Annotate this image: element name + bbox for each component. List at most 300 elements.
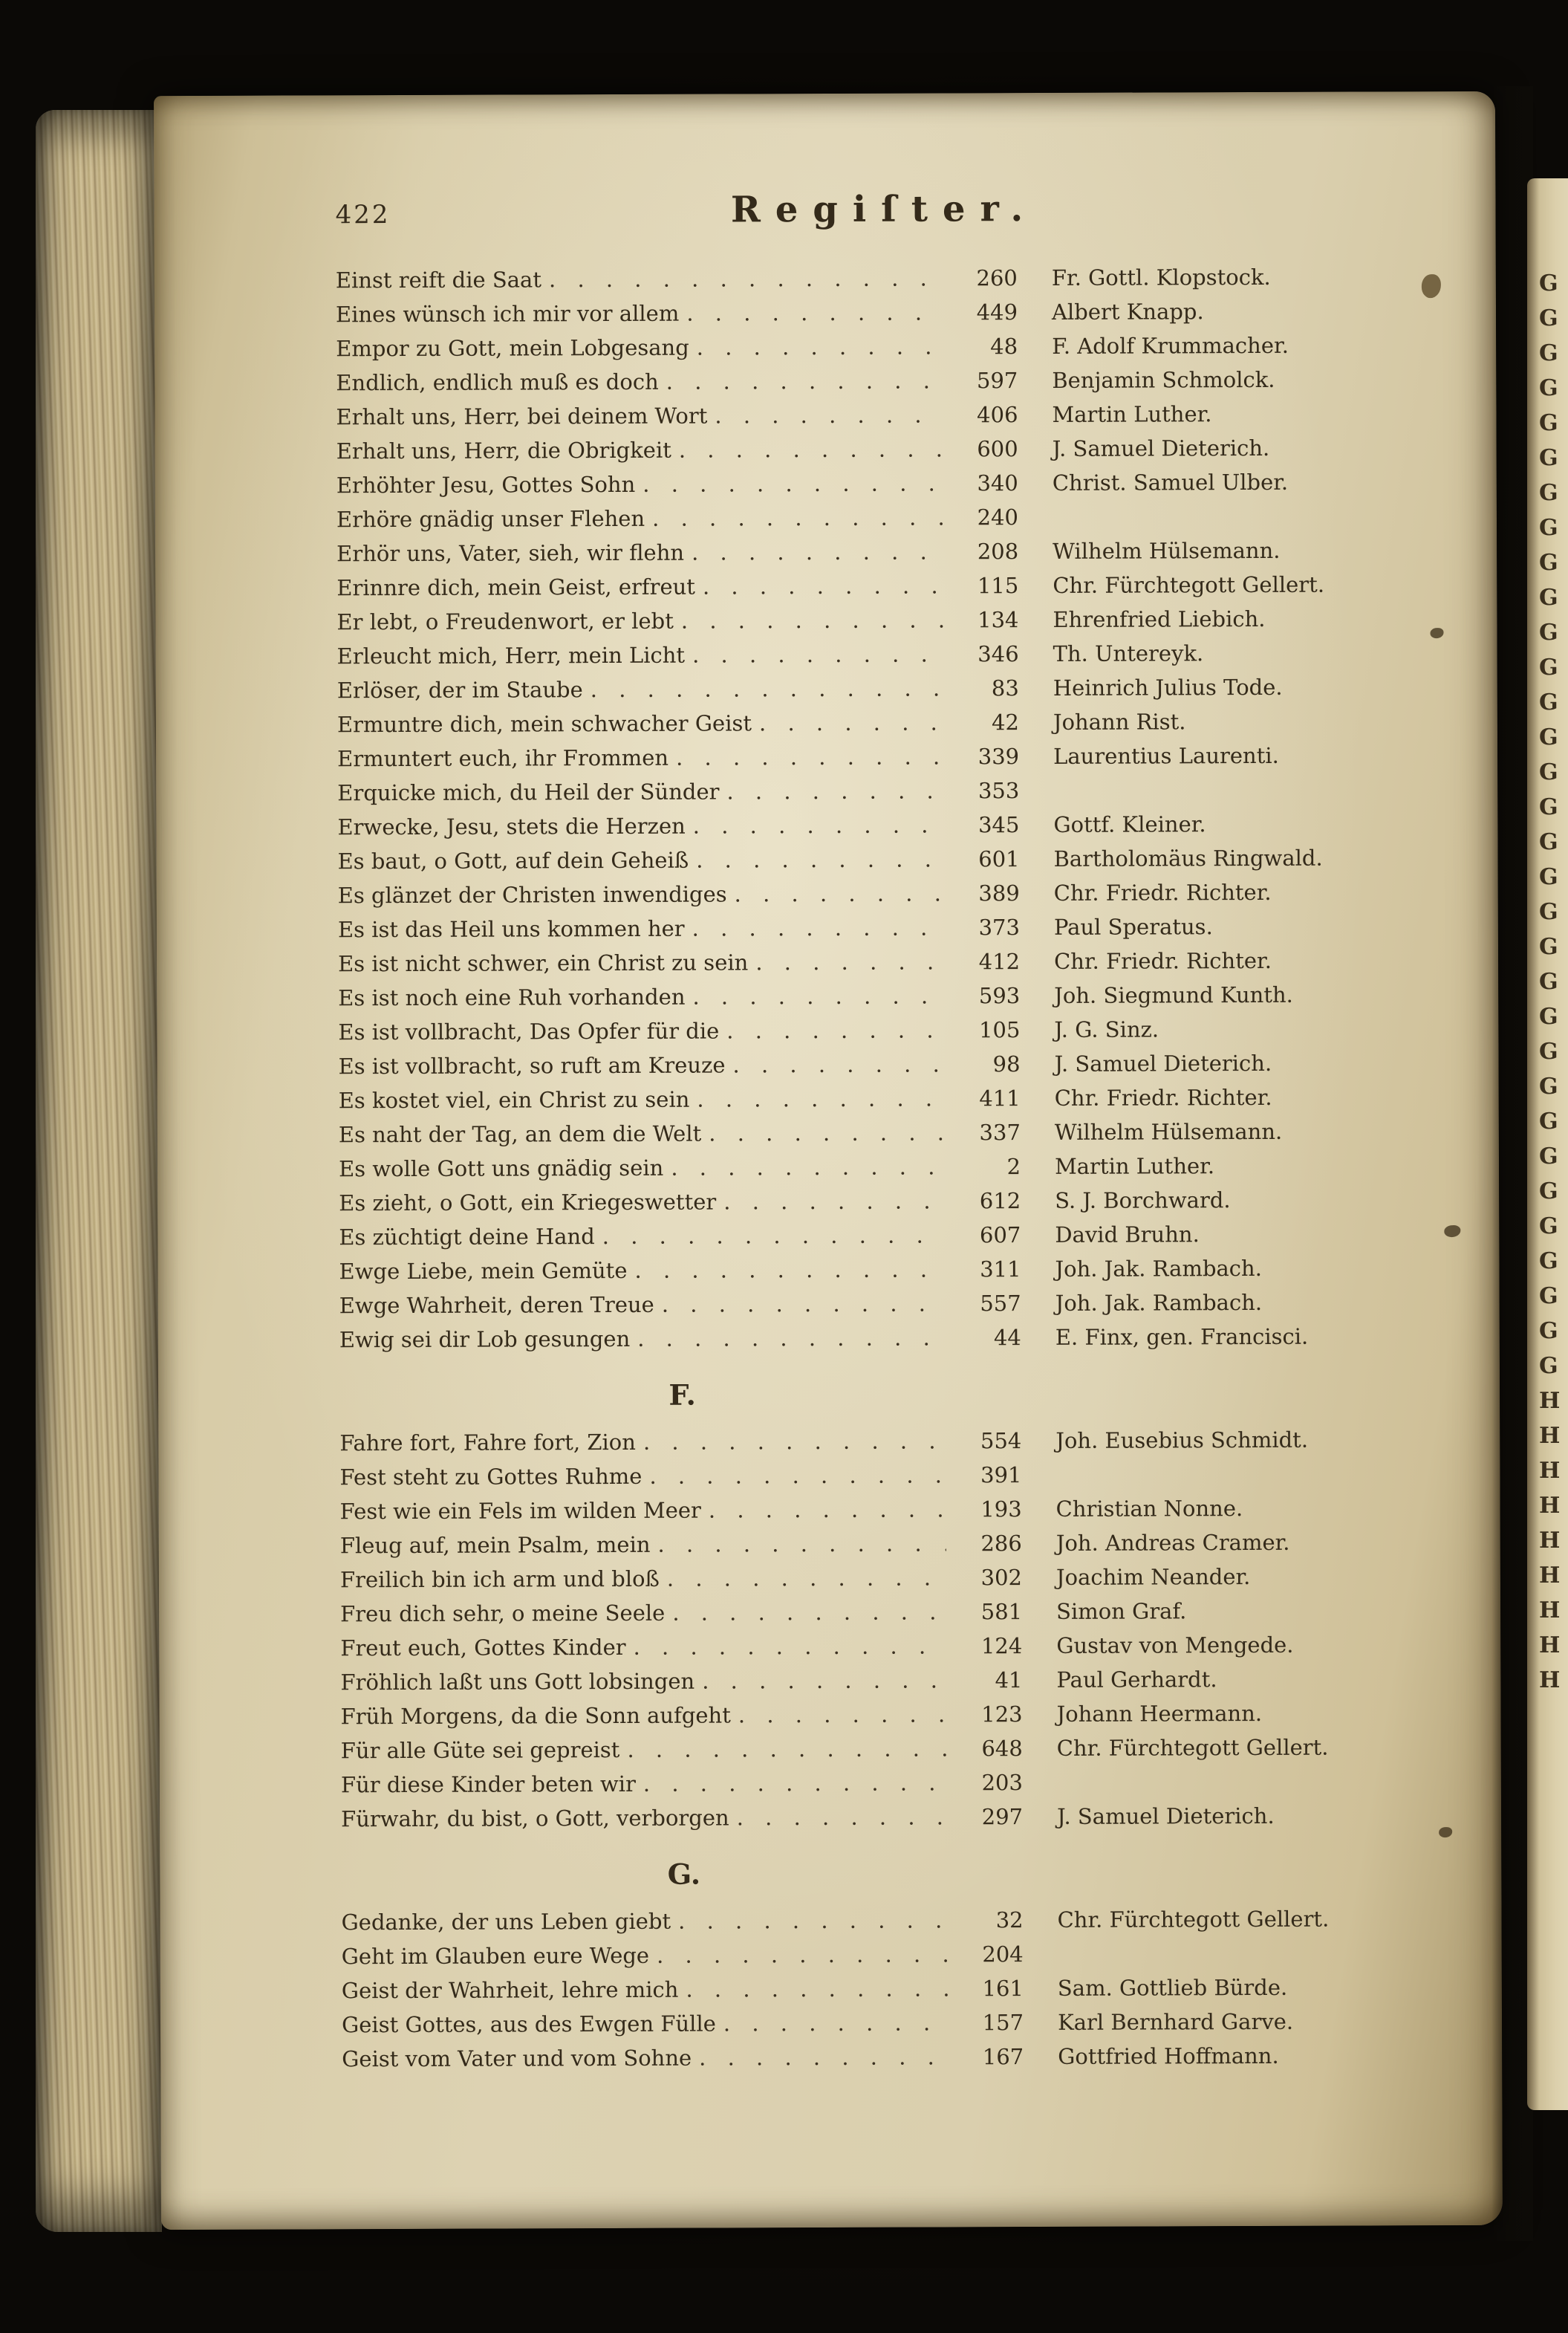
- index-entry-row: [338, 909, 1436, 947]
- edge-letter-fragment: H: [1539, 1632, 1561, 1658]
- index-entry-row: [339, 1285, 1437, 1323]
- entry-title: Freilich bin ich arm und bloß: [339, 1565, 660, 1593]
- edge-letter-fragment: G: [1539, 1318, 1558, 1344]
- paper-blemish: [1444, 1225, 1460, 1237]
- edge-letter-fragment: G: [1539, 1248, 1558, 1274]
- index-entry-row: [337, 669, 1435, 707]
- dot-leader: [759, 705, 943, 740]
- index-entry-row: [336, 464, 1434, 502]
- entry-author: Gustav von Mengede.: [1056, 1632, 1294, 1658]
- paper-tear: [1422, 274, 1441, 298]
- dot-leader: [591, 671, 943, 707]
- edge-letter-fragment: G: [1539, 1353, 1558, 1379]
- entry-author: [1022, 1481, 1438, 1482]
- entry-title: Erhöre gnädig unser Flehen: [336, 505, 645, 533]
- index-entry-row: [340, 1490, 1438, 1528]
- index-entry-row: [339, 1216, 1437, 1254]
- entry-page-number: 44: [993, 1325, 1021, 1351]
- index-entry-row: [341, 1696, 1439, 1733]
- entry-title: Es züchtigt deine Hand: [339, 1224, 595, 1250]
- entry-author: J. Samuel Dieterich.: [1057, 1803, 1275, 1829]
- edge-letter-fragment: G: [1539, 1109, 1558, 1135]
- entry-page-number: 297: [981, 1804, 1024, 1830]
- entry-author: J. G. Sinz.: [1054, 1016, 1159, 1042]
- entry-author: Chr. Friedr. Richter.: [1054, 947, 1272, 974]
- edge-letter-fragment: G: [1539, 759, 1558, 785]
- entry-title: Erhalt uns, Herr, die Obrigkeit: [336, 437, 671, 464]
- entry-page-number: 167: [982, 2044, 1024, 2070]
- index-entry-row: [342, 2004, 1439, 2042]
- entry-author: Johann Rist.: [1053, 709, 1186, 735]
- entry-title: Es baut, o Gott, auf dein Geheiß: [337, 847, 689, 875]
- running-head: Regiſter.: [730, 188, 1038, 231]
- index-entry-row: [341, 1798, 1439, 1836]
- entry-author: J. Samuel Dieterich.: [1052, 435, 1270, 461]
- entry-author: J. Samuel Dieterich.: [1054, 1050, 1272, 1077]
- entry-author: Martin Luther.: [1052, 401, 1212, 427]
- dot-leader: [657, 1526, 946, 1561]
- edge-letter-fragment: G: [1539, 1178, 1558, 1204]
- edge-letter-fragment: H: [1539, 1388, 1561, 1414]
- index-entry-row: [339, 1422, 1437, 1460]
- entry-page-number: 32: [995, 1907, 1024, 1933]
- index-entry-row: [341, 1730, 1439, 1768]
- entry-page-number: 346: [977, 641, 1019, 667]
- index-entry-row: [338, 840, 1436, 878]
- entry-author: Paul Speratus.: [1053, 914, 1213, 940]
- entry-author: Chr. Friedr. Richter.: [1053, 879, 1272, 906]
- entry-page-number: 98: [992, 1051, 1021, 1077]
- dot-leader: [696, 842, 944, 877]
- index-entry-row: [337, 806, 1435, 844]
- dot-leader: [692, 910, 944, 945]
- entry-page-number: 42: [991, 710, 1020, 736]
- entry-page-number: 449: [976, 299, 1018, 325]
- entry-author: Wilhelm Hülsemann.: [1053, 537, 1281, 564]
- index-entry-row: [336, 362, 1434, 400]
- entry-author: Gottfried Hoffmann.: [1058, 2042, 1279, 2069]
- index-entry-row: [337, 772, 1435, 810]
- entry-page-number: 124: [980, 1633, 1023, 1659]
- entry-page-number: 597: [976, 368, 1018, 394]
- entry-page-number: 302: [980, 1565, 1023, 1591]
- index-entry-row: [336, 293, 1434, 331]
- entry-page-number: 557: [980, 1291, 1021, 1317]
- entry-author: Joh. Jak. Rambach.: [1055, 1255, 1262, 1282]
- entry-title: Es zieht, o Gott, ein Kriegeswetter: [339, 1189, 717, 1216]
- entry-title: Es glänzet der Christen inwendiges: [337, 881, 727, 909]
- entry-page-number: 406: [977, 402, 1018, 428]
- edge-letter-fragment: G: [1539, 585, 1558, 611]
- page-header: [335, 186, 1433, 232]
- dot-leader: [732, 1047, 944, 1082]
- edge-letter-fragment: G: [1539, 794, 1558, 820]
- entry-page-number: 134: [977, 607, 1019, 633]
- entry-title: Fleug auf, mein Psalm, mein: [339, 1531, 651, 1559]
- entry-page-number: 600: [977, 436, 1018, 462]
- entry-title: Es kostet viel, ein Christ zu sein: [338, 1086, 690, 1114]
- entry-title: Erquicke mich, du Heil der Sünder: [337, 779, 720, 806]
- dot-leader: [755, 944, 944, 979]
- entry-title: Geist der Wahrheit, lehre mich: [341, 1976, 679, 2004]
- dot-leader: [652, 500, 943, 535]
- entry-author: Christ. Samuel Ulber.: [1052, 469, 1289, 496]
- section-letter: F.: [668, 1378, 696, 1412]
- dot-leader: [643, 466, 943, 501]
- edge-letter-fragment: H: [1539, 1423, 1561, 1449]
- dot-leader: [686, 295, 942, 330]
- entry-page-number: 123: [981, 1701, 1023, 1727]
- entry-title: Fest wie ein Fels im wilden Meer: [339, 1497, 701, 1525]
- entry-title: Geht im Glauben eure Wege: [341, 1942, 650, 1970]
- book-page: [154, 91, 1503, 2230]
- entry-author: Karl Bernhard Garve.: [1057, 2008, 1294, 2035]
- entry-page-number: 48: [990, 334, 1018, 360]
- entry-page-number: 411: [979, 1086, 1021, 1112]
- edge-letter-fragment: G: [1539, 375, 1558, 401]
- page-content: [335, 186, 1439, 2076]
- dot-leader: [723, 2005, 948, 2040]
- entry-title: Ermuntert euch, ihr Frommen: [337, 744, 669, 772]
- dot-leader: [678, 1903, 948, 1938]
- entry-title: Es wolle Gott uns gnädig sein: [338, 1155, 664, 1182]
- edge-letter-fragment: H: [1539, 1528, 1561, 1554]
- index-entry-row: [339, 1182, 1437, 1220]
- entry-author: Joh. Eusebius Schmidt.: [1055, 1427, 1309, 1453]
- index-entry-row: [339, 1080, 1437, 1117]
- index-entry-row: [338, 1011, 1436, 1049]
- dot-leader: [657, 1937, 948, 1972]
- entry-author: David Bruhn.: [1055, 1221, 1200, 1247]
- entry-author: Benjamin Schmolck.: [1052, 366, 1275, 393]
- edge-letter-fragment: G: [1539, 724, 1558, 750]
- entry-page-number: 389: [978, 880, 1020, 906]
- index-entry-row: [339, 1456, 1437, 1494]
- edge-letter-fragment: H: [1539, 1563, 1561, 1589]
- index-entry-row: [340, 1525, 1438, 1563]
- edge-letter-fragment: G: [1539, 1283, 1558, 1309]
- dot-leader: [634, 1252, 945, 1287]
- entry-author: Laurentius Laurenti.: [1053, 742, 1279, 769]
- entry-title: Erwecke, Jesu, stets die Herzen: [337, 813, 686, 840]
- entry-title: Für diese Kinder beten wir: [340, 1771, 636, 1798]
- edge-letter-fragment: G: [1539, 655, 1558, 681]
- dot-leader: [549, 261, 942, 296]
- edge-letter-fragment: G: [1539, 445, 1558, 471]
- entry-author: Albert Knapp.: [1051, 299, 1204, 325]
- entry-page-number: 607: [979, 1222, 1021, 1248]
- edge-letter-fragment: G: [1539, 270, 1558, 296]
- dot-leader: [703, 568, 943, 603]
- entry-page-number: 204: [982, 1941, 1024, 1967]
- entry-title: Gedanke, der uns Leben giebt: [341, 1908, 671, 1935]
- entry-page-number: 83: [991, 675, 1019, 701]
- entry-title: Es ist vollbracht, so ruft am Kreuze: [338, 1052, 726, 1080]
- entry-page-number: 203: [981, 1770, 1023, 1796]
- edge-letter-fragment: G: [1539, 1213, 1558, 1239]
- index-entry-row: [337, 738, 1435, 776]
- entry-author: Heinrich Julius Tode.: [1053, 674, 1283, 701]
- dot-leader: [693, 808, 944, 843]
- dot-leader: [634, 1629, 947, 1664]
- entry-page-number: 161: [982, 1976, 1024, 2002]
- entry-author: Joh. Siegmund Kunth.: [1054, 981, 1293, 1008]
- index-entry-row: [336, 567, 1434, 605]
- entry-title: Ermuntre dich, mein schwacher Geist: [336, 710, 752, 738]
- entry-title: Fest steht zu Gottes Ruhme: [339, 1463, 643, 1490]
- entry-title: Fröhlich laßt uns Gott lobsingen: [340, 1668, 695, 1696]
- index-entry-row: [341, 1901, 1439, 1939]
- entry-author: Chr. Friedr. Richter.: [1054, 1084, 1272, 1111]
- entry-author: [1018, 523, 1434, 525]
- entry-page-number: 353: [977, 778, 1020, 804]
- entry-title: Endlich, endlich muß es doch: [336, 369, 659, 396]
- dot-leader: [737, 1800, 948, 1834]
- entry-title: Einst reift die Saat: [335, 267, 542, 293]
- index-entry-row: [336, 259, 1434, 297]
- entry-title: Es ist noch eine Ruh vorhanden: [338, 984, 686, 1011]
- edge-letter-fragment: G: [1539, 1143, 1558, 1169]
- index-entry-row: [339, 1319, 1437, 1357]
- page-edge-stack: [36, 110, 162, 2232]
- paper-blemish: [1439, 1827, 1452, 1837]
- edge-letter-fragment: G: [1539, 410, 1558, 436]
- entry-author: [1023, 1788, 1439, 1790]
- edge-letter-fragment: H: [1539, 1597, 1561, 1623]
- entry-author: Gottf. Kleiner.: [1053, 811, 1206, 837]
- entry-page-number: 260: [976, 265, 1018, 291]
- dot-leader: [671, 1149, 945, 1184]
- dot-leader: [679, 432, 943, 467]
- entry-title: Erlöser, der im Staube: [336, 677, 583, 704]
- edge-letter-fragment: G: [1539, 899, 1558, 925]
- page-number: 422: [335, 200, 391, 230]
- entry-title: Er lebt, o Freudenwort, er lebt: [336, 608, 674, 635]
- index-entry-row: [336, 430, 1434, 468]
- dot-leader: [697, 329, 943, 364]
- entry-author: Ehrenfried Liebich.: [1053, 606, 1266, 632]
- dot-leader: [726, 773, 943, 808]
- index-entry-row: [339, 1148, 1437, 1186]
- dot-leader: [692, 534, 943, 569]
- entry-page-number: 105: [978, 1017, 1021, 1043]
- index-entry-row: [336, 396, 1434, 434]
- entry-title: Freu dich sehr, o meine Seele: [340, 1600, 666, 1627]
- entry-page-number: 601: [978, 846, 1020, 872]
- dot-leader: [643, 1424, 946, 1458]
- entry-author: Martin Luther.: [1054, 1153, 1215, 1179]
- index-entry-row: [340, 1593, 1438, 1631]
- dot-leader: [602, 1218, 946, 1253]
- index-entry-row: [339, 1114, 1437, 1152]
- index-entry-row: [339, 1250, 1437, 1288]
- dot-leader: [699, 2040, 948, 2074]
- dot-leader: [738, 1697, 947, 1732]
- entry-author: Chr. Fürchtegott Gellert.: [1053, 571, 1325, 598]
- edge-letter-fragment: G: [1539, 550, 1558, 576]
- entry-page-number: 157: [982, 2010, 1024, 2036]
- entry-page-number: 208: [977, 539, 1019, 565]
- edge-letter-fragment: G: [1539, 934, 1558, 960]
- index-entry-row: [340, 1559, 1438, 1597]
- entry-author: Simon Graf.: [1056, 1598, 1187, 1624]
- entry-title: Erhör uns, Vater, sieh, wir flehn: [336, 539, 685, 567]
- entry-author: F. Adolf Krummacher.: [1052, 332, 1289, 359]
- entry-title: Es ist nicht schwer, ein Christ zu sein: [338, 950, 749, 977]
- entry-page-number: 373: [978, 915, 1020, 941]
- entry-author: E. Finx, gen. Francisci.: [1055, 1323, 1309, 1350]
- dot-leader: [627, 1731, 947, 1767]
- index-entry-row: [336, 533, 1434, 571]
- edge-letter-fragment: G: [1539, 620, 1558, 646]
- entry-title: Erhöhter Jesu, Gottes Sohn: [336, 471, 636, 499]
- dot-leader: [649, 1458, 946, 1493]
- entry-title: Erhalt uns, Herr, bei deinem Wort: [336, 403, 708, 430]
- index-entry-row: [340, 1627, 1438, 1665]
- section-letter: G.: [667, 1857, 701, 1891]
- dot-leader: [709, 1115, 945, 1150]
- index-entry-row: [342, 1935, 1439, 1973]
- entry-title: Ewig sei dir Lob gesungen: [339, 1326, 631, 1353]
- dot-leader: [681, 603, 943, 637]
- entry-page-number: 554: [980, 1428, 1022, 1454]
- entry-title: Eines wünsch ich mir vor allem: [335, 300, 680, 328]
- index-entry-row: [340, 1661, 1438, 1699]
- entry-page-number: 391: [980, 1462, 1022, 1488]
- index-entry-row: [336, 601, 1434, 639]
- entry-author: Fr. Gottl. Klopstock.: [1051, 264, 1271, 291]
- index-entry-row: [338, 875, 1436, 912]
- index-entry-row: [342, 1970, 1439, 2008]
- entry-page-number: 612: [979, 1188, 1021, 1214]
- dot-leader: [637, 1320, 946, 1355]
- edge-letter-fragment: G: [1539, 1074, 1558, 1100]
- entry-author: Christian Nonne.: [1055, 1496, 1243, 1522]
- edge-letter-fragment: G: [1539, 969, 1558, 995]
- entry-title: Fahre fort, Fahre fort, Zion: [339, 1429, 636, 1456]
- dot-leader: [692, 979, 944, 1013]
- edge-letter-fragment: G: [1539, 1004, 1558, 1030]
- entry-author: Joh. Andreas Cramer.: [1055, 1529, 1290, 1556]
- entry-page-number: 193: [980, 1496, 1022, 1522]
- entry-author: Th. Untereyk.: [1053, 640, 1204, 666]
- entry-page-number: 337: [979, 1120, 1021, 1146]
- entry-author: [1019, 796, 1435, 798]
- entry-title: Es ist das Heil uns kommen her: [337, 915, 685, 943]
- entry-author: Johann Heermann.: [1056, 1700, 1263, 1727]
- index-entry-row: [337, 635, 1435, 673]
- entry-page-number: 2: [1006, 1154, 1021, 1180]
- dot-leader: [643, 1765, 947, 1800]
- dot-leader: [662, 1286, 946, 1321]
- entry-title: Empor zu Gott, mein Lobgesang: [336, 334, 689, 362]
- entry-page-number: 648: [981, 1736, 1023, 1762]
- entry-author: Joachim Neander.: [1055, 1564, 1251, 1590]
- edge-letter-fragment: G: [1539, 305, 1558, 331]
- dot-leader: [686, 1971, 948, 2006]
- entry-author: Wilhelm Hülsemann.: [1054, 1118, 1283, 1145]
- dot-leader: [726, 1013, 944, 1048]
- entry-title: Fürwahr, du bist, o Gott, verborgen: [341, 1805, 729, 1832]
- dot-leader: [676, 739, 943, 774]
- dot-leader: [697, 1081, 944, 1116]
- index-entry-row: [336, 328, 1434, 366]
- entry-title: Erleucht mich, Herr, mein Licht: [336, 642, 686, 669]
- entry-author: Chr. Fürchtegott Gellert.: [1057, 1906, 1330, 1933]
- entry-title: Früh Morgens, da die Sonn aufgeht: [340, 1702, 731, 1730]
- index-entry-row: [338, 1045, 1436, 1083]
- edge-letter-fragment: G: [1539, 340, 1558, 366]
- edge-letter-fragment: G: [1539, 689, 1558, 716]
- index-entry-row: [336, 499, 1434, 536]
- dot-leader: [667, 1560, 946, 1595]
- dot-leader: [709, 1492, 946, 1527]
- entry-page-number: 339: [977, 744, 1020, 770]
- index-entry-row: [338, 943, 1436, 981]
- index-sections: [336, 259, 1440, 2076]
- index-entry-row: [338, 977, 1436, 1015]
- entry-page-number: 115: [977, 573, 1019, 599]
- edge-letter-fragment: G: [1539, 1039, 1558, 1065]
- dot-leader: [735, 876, 944, 911]
- edge-letter-fragment: G: [1539, 480, 1558, 506]
- entry-author: Bartholomäus Ringwald.: [1053, 845, 1323, 872]
- dot-leader: [715, 398, 942, 432]
- edge-letter-fragment: H: [1539, 1667, 1561, 1693]
- entry-title: Es naht der Tag, an dem die Welt: [338, 1120, 702, 1148]
- next-page-sliver: [1527, 178, 1568, 2110]
- dot-leader: [702, 1663, 946, 1698]
- entry-title: Freut euch, Gottes Kinder: [340, 1634, 626, 1661]
- entry-page-number: 412: [978, 949, 1021, 975]
- index-entry-row: [341, 1764, 1439, 1802]
- edge-letter-fragment: G: [1539, 864, 1558, 890]
- edge-letter-fragment: G: [1539, 515, 1558, 541]
- entry-page-number: 581: [980, 1599, 1023, 1625]
- entry-title: Für alle Güte sei gepreist: [340, 1736, 620, 1764]
- index-entry-row: [342, 2038, 1439, 2076]
- entry-page-number: 345: [978, 812, 1020, 838]
- edge-letter-fragment: H: [1539, 1493, 1561, 1519]
- entry-page-number: 593: [978, 983, 1021, 1009]
- entry-title: Erinnre dich, mein Geist, erfreut: [336, 574, 695, 601]
- entry-title: Ewge Liebe, mein Gemüte: [339, 1257, 628, 1285]
- entry-author: [1024, 1960, 1439, 1962]
- entry-page-number: 240: [977, 504, 1019, 530]
- paper-blemish: [1431, 628, 1444, 638]
- dot-leader: [692, 637, 943, 672]
- dot-leader: [666, 363, 943, 398]
- entry-page-number: 41: [995, 1667, 1023, 1693]
- entry-author: Joh. Jak. Rambach.: [1055, 1289, 1263, 1316]
- entry-page-number: 286: [980, 1531, 1022, 1557]
- header-spacer: [1307, 219, 1434, 220]
- entry-title: Geist vom Vater und vom Sohne: [342, 2045, 692, 2072]
- entry-title: Geist Gottes, aus des Ewgen Fülle: [341, 2011, 716, 2038]
- dot-leader: [723, 1184, 945, 1219]
- dot-leader: [672, 1594, 946, 1629]
- entry-page-number: 340: [977, 470, 1018, 496]
- entry-title: Ewge Wahrheit, deren Treue: [339, 1291, 654, 1319]
- index-entry-row: [337, 704, 1435, 742]
- entry-author: S. J. Borchward.: [1055, 1187, 1231, 1213]
- edge-letter-fragment: H: [1539, 1458, 1561, 1484]
- entry-author: Sam. Gottlieb Bürde.: [1057, 1974, 1288, 2001]
- edge-letter-fragment: G: [1539, 829, 1558, 855]
- entry-author: Paul Gerhardt.: [1056, 1667, 1217, 1693]
- entry-author: Chr. Fürchtegott Gellert.: [1056, 1734, 1329, 1761]
- entry-title: Es ist vollbracht, Das Opfer für die: [338, 1018, 720, 1045]
